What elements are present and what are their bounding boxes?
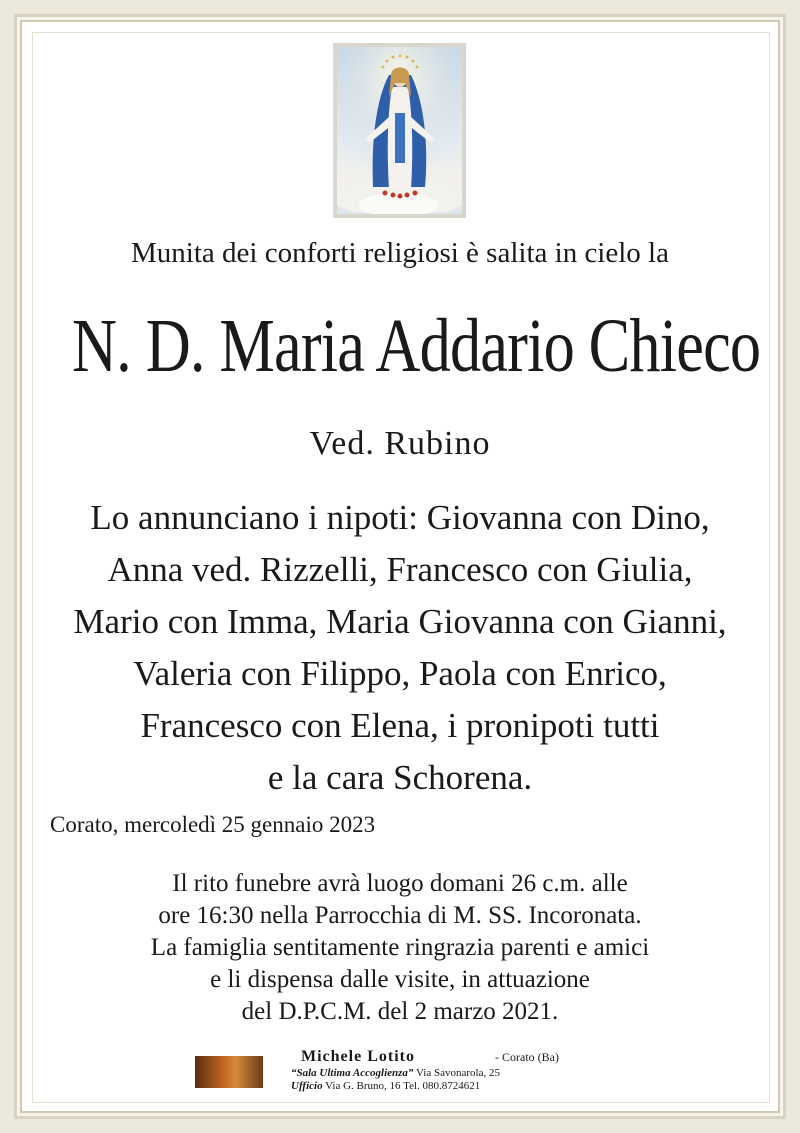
- office-address: Via G. Bruno, 16: [325, 1080, 401, 1092]
- rite-line: ore 16:30 nella Parrocchia di M. SS. Incoronata.: [158, 902, 642, 929]
- rite-line: del D.P.C.M. del 2 marzo 2021.: [241, 998, 559, 1025]
- funeral-home-footer: [195, 1048, 625, 1092]
- family-line: Mario con Imma, Maria Giovanna con Gianni,: [73, 602, 727, 641]
- office-label: Ufficio: [291, 1080, 323, 1092]
- office-row: [291, 1080, 480, 1092]
- hall-address-row: [291, 1067, 500, 1079]
- rite-line: Il rito funebre avrà luogo domani 26 c.m. alle: [172, 870, 628, 897]
- hall-address: Via Savonarola, 25: [416, 1067, 500, 1079]
- family-line: Lo annunciano i nipoti: Giovanna con Dino,: [90, 498, 710, 537]
- family-line: Valeria con Filippo, Paola con Enrico,: [133, 654, 667, 693]
- rite-line: e li dispensa dalle visite, in attuazione: [210, 966, 590, 993]
- family-line: e la cara Schorena.: [267, 758, 533, 797]
- funeral-home-city: - Corato (Ba): [495, 1050, 559, 1064]
- widow-of: Ved. Rubino: [309, 425, 491, 462]
- hall-name: “Sala Ultima Accoglienza”: [291, 1067, 414, 1079]
- office-phone: Tel. 080.8724621: [403, 1080, 481, 1092]
- family-line: Francesco con Elena, i pronipoti tutti: [140, 706, 660, 745]
- deceased-name: N. D. Maria Addario Chieco: [72, 304, 761, 388]
- funeral-details: [0, 868, 800, 1028]
- funeral-home-name: Michele Lotito: [301, 1048, 415, 1065]
- place-date: Corato, mercoledì 25 gennaio 2023: [50, 812, 376, 837]
- family-announcement: [0, 492, 800, 804]
- madonna-image: [333, 43, 466, 218]
- family-line: Anna ved. Rizzelli, Francesco con Giulia,: [107, 550, 693, 589]
- rite-line: La famiglia sentitamente ringrazia parenti e amici: [150, 934, 650, 961]
- intro-text: Munita dei conforti religiosi è salita in cielo la: [131, 237, 669, 269]
- funeral-home-logo: [195, 1056, 263, 1088]
